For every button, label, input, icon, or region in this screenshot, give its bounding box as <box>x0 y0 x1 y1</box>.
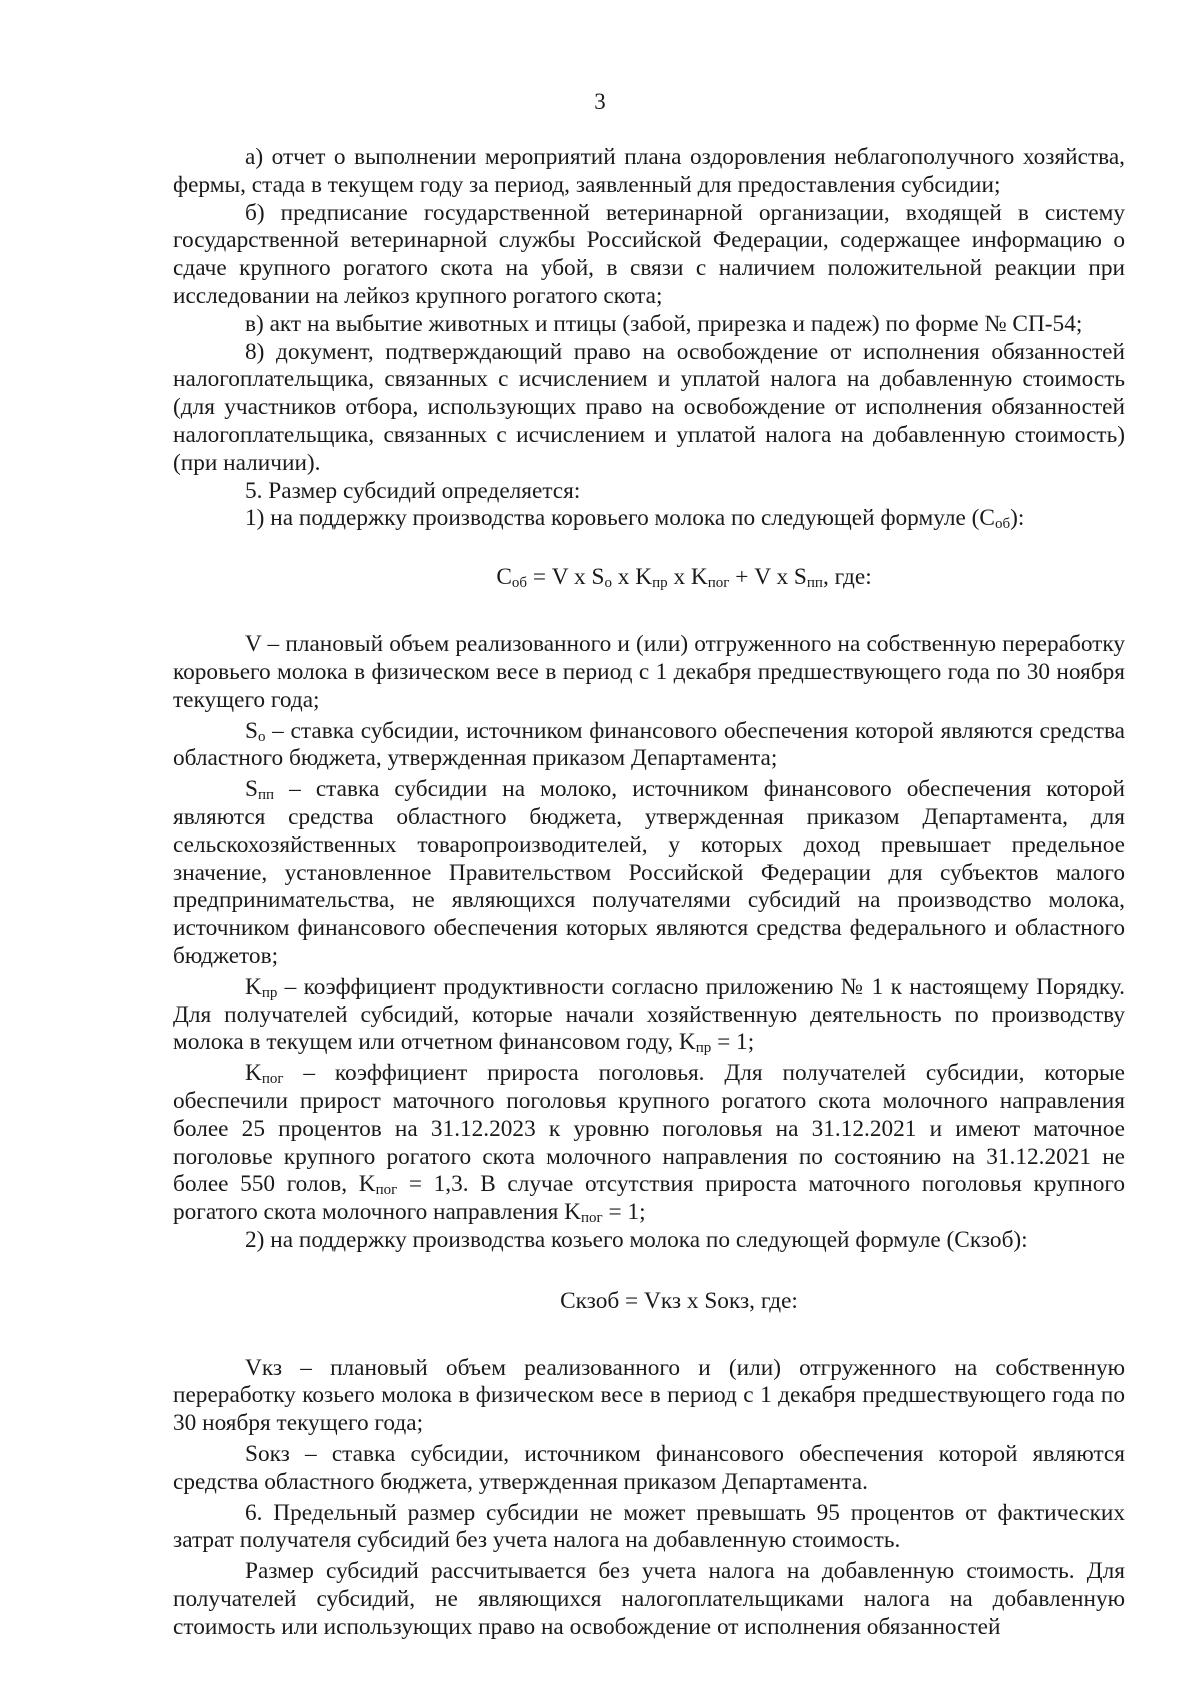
page-number: 3 <box>594 89 606 114</box>
definition-vkz: Vкз – плановый объем реализованного и (или) отгруженного на собственную переработку козьего молока в физическом весе в период с 1 декабря предшествующего года по 30 ноября текущего года; <box>173 1354 1125 1437</box>
paragraph-5: 5. Размер субсидий определяется: <box>245 477 581 504</box>
definition-kpog: $K_{пог}$ – коэффициент прироста поголовья. Для получателей субсидии, которые обеспечили прирост маточного поголовья крупного рогатого скота молочного направления более 25 процентов на 31.12.2023 к уровню поголовья на 31.12.2021 и имеют маточное поголовье крупного рогатого скота молочного направления по состоянию на 31.12.2021 не более 550 голов, $K_{пог} = 1,3$. В случае отсутствия прироста маточного поголовья крупного рогатого скота молочного направления $K_{пог} = 1$; <box>173 1060 1125 1227</box>
definition-v: V – плановый объем реализованного и (или) отгруженного на собственную переработку коровьего молока в физическом весе в период с 1 декабря предшествующего года по 30 ноября текущего года; <box>173 631 1125 713</box>
paragraph-b: б) предписание государственной ветеринарной организации, входящей в систему государственной ветеринарной службы Российской Федерации, содержащее информацию о сдаче крупного рогатого скота на убой, в связи с наличием положительной реакции при исследовании на лейкоз крупного рогатого скота; <box>173 199 1125 309</box>
definition-kpr: $K_{пр}$ – коэффициент продуктивности согласно приложению № 1 к настоящему Порядку. Для получателей субсидий, которые начали хозяйственную деятельность по производству молока в текущем или отчетном финансовом году, $K_{пр} = 1$; <box>173 973 1125 1057</box>
paragraph-6: 6. Предельный размер субсидии не может превышать 95 процентов от фактических затрат получателя субсидий без учета налога на добавленную стоимость. <box>173 1499 1125 1554</box>
formula-goat-milk: Скзоб = Vкз x Sокз, где: <box>560 1287 798 1314</box>
definition-sokz: Sокз – ставка субсидии, источником финансового обеспечения которой являются средства областного бюджета, утвержденная приказом Департамента. <box>173 1441 1125 1495</box>
paragraph-vat: Размер субсидий рассчитывается без учета налога на добавленную стоимость. Для получателей субсидий, не являющихся налогоплательщиками налога на добавленную стоимость или использующих право на освобождение от исполнения обязанностей <box>173 1558 1125 1640</box>
paragraph-a: а) отчет о выполнении мероприятий плана оздоровления неблагополучного хозяйства, фермы, стада в текущем году за период, заявленный для предоставления субсидии; <box>173 144 1125 198</box>
paragraph-cow-milk-intro: 1) на поддержку производства коровьего молока по следующей формуле $(С_{об})$: <box>245 505 1025 533</box>
paragraph-v: в) акт на выбытие животных и птицы (забой, прирезка и падеж) по форме № СП-54; <box>245 310 1083 337</box>
definition-so: $S_о$ – ставка субсидии, источником финансового обеспечения которой являются средства областного бюджета, утвержденная приказом Департамента; <box>173 717 1125 772</box>
paragraph-goat-milk-intro: 2) на поддержку производства козьего молока по следующей формуле (Скзоб): <box>245 1226 1028 1253</box>
definition-spp: $S_{пп}$ – ставка субсидии на молоко, источником финансового обеспечения которой являются средства областного бюджета, утвержденная приказом Департамента, для сельскохозяйственных товаропроизводителей, у которых доход превышает предельное значение, установленное Правительством Российской Федерации для субъектов малого предпринимательства, не являющихся получателями субсидий на производство молока, источником финансового обеспечения которых являются средства федерального и областного бюджетов; <box>173 776 1125 969</box>
paragraph-8: 8) документ, подтверждающий право на освобождение от исполнения обязанностей налогоплательщика, связанных с исчислением и уплатой налога на добавленную стоимость (для участников отбора, использующих право на освобождение от исполнения обязанностей налогоплательщика, связанных с исчислением и уплатой налога на добавленную стоимость) (при наличии). <box>173 338 1125 476</box>
document-body <box>173 144 1125 1642</box>
formula-cow-milk: $С_{об} = V$ x $S_о$ x $K_{пр}$ x $K_{пог} + V$ x $S_{пп}$, где: <box>496 564 872 592</box>
